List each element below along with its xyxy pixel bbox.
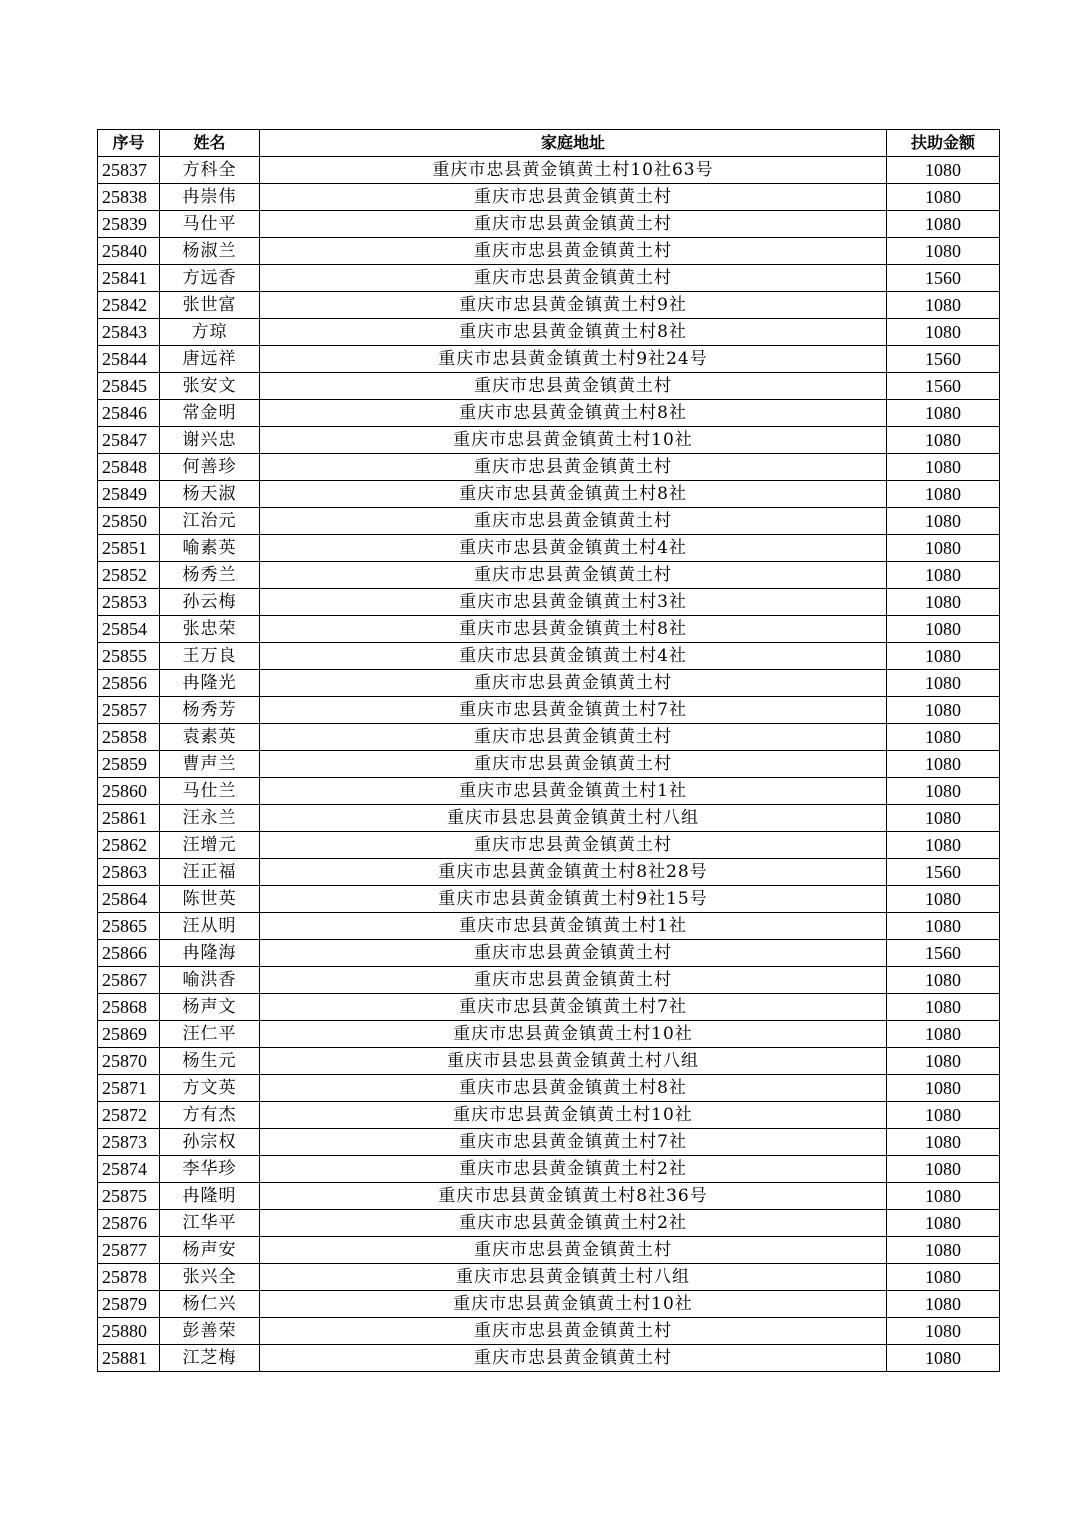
table-row (98, 859, 1000, 886)
cell-name: 李华珍 (160, 1156, 260, 1183)
cell-name: 谢兴忠 (160, 427, 260, 454)
table-row (98, 724, 1000, 751)
cell-amount: 1080 (887, 1048, 1000, 1075)
table-body (98, 157, 1000, 1372)
cell-address: 重庆市忠县黄金镇黄土村4社 (260, 535, 887, 562)
cell-amount: 1560 (887, 346, 1000, 373)
cell-name: 彭善荣 (160, 1318, 260, 1345)
cell-seq: 25874 (98, 1156, 160, 1183)
cell-address: 重庆市忠县黄金镇黄土村 (260, 1345, 887, 1372)
table-row (98, 805, 1000, 832)
cell-amount: 1080 (887, 535, 1000, 562)
cell-seq: 25862 (98, 832, 160, 859)
cell-address: 重庆市忠县黄金镇黄土村八组 (260, 1264, 887, 1291)
cell-address: 重庆市忠县黄金镇黄土村 (260, 373, 887, 400)
table-row (98, 184, 1000, 211)
cell-seq: 25849 (98, 481, 160, 508)
table-row (98, 1183, 1000, 1210)
cell-name: 冉崇伟 (160, 184, 260, 211)
cell-name: 方琼 (160, 319, 260, 346)
cell-name: 江芝梅 (160, 1345, 260, 1372)
cell-seq: 25837 (98, 157, 160, 184)
cell-seq: 25861 (98, 805, 160, 832)
cell-address: 重庆市忠县黄金镇黄土村 (260, 454, 887, 481)
cell-address: 重庆市忠县黄金镇黄土村4社 (260, 643, 887, 670)
cell-name: 冉隆光 (160, 670, 260, 697)
cell-address: 重庆市忠县黄金镇黄土村2社 (260, 1210, 887, 1237)
table-row (98, 1318, 1000, 1345)
cell-seq: 25857 (98, 697, 160, 724)
cell-amount: 1080 (887, 1210, 1000, 1237)
cell-seq: 25840 (98, 238, 160, 265)
table-row (98, 940, 1000, 967)
cell-seq: 25839 (98, 211, 160, 238)
cell-name: 冉隆明 (160, 1183, 260, 1210)
table-row (98, 1345, 1000, 1372)
cell-address: 重庆市忠县黄金镇黄土村8社 (260, 319, 887, 346)
cell-seq: 25868 (98, 994, 160, 1021)
cell-name: 王万良 (160, 643, 260, 670)
cell-name: 杨秀兰 (160, 562, 260, 589)
table-row (98, 697, 1000, 724)
cell-address: 重庆市忠县黄金镇黄土村 (260, 940, 887, 967)
cell-amount: 1080 (887, 1264, 1000, 1291)
cell-seq: 25876 (98, 1210, 160, 1237)
cell-amount: 1560 (887, 859, 1000, 886)
cell-address: 重庆市忠县黄金镇黄土村 (260, 211, 887, 238)
table-row (98, 292, 1000, 319)
header-address: 家庭地址 (260, 130, 887, 157)
cell-seq: 25877 (98, 1237, 160, 1264)
cell-address: 重庆市忠县黄金镇黄土村 (260, 751, 887, 778)
cell-address: 重庆市县忠县黄金镇黄土村八组 (260, 805, 887, 832)
cell-name: 孙云梅 (160, 589, 260, 616)
cell-name: 汪仁平 (160, 1021, 260, 1048)
cell-name: 马仕平 (160, 211, 260, 238)
table-row (98, 265, 1000, 292)
cell-amount: 1080 (887, 724, 1000, 751)
table-row (98, 1237, 1000, 1264)
cell-name: 孙宗权 (160, 1129, 260, 1156)
cell-seq: 25852 (98, 562, 160, 589)
cell-seq: 25869 (98, 1021, 160, 1048)
cell-address: 重庆市忠县黄金镇黄土村3社 (260, 589, 887, 616)
table-row (98, 1048, 1000, 1075)
table-row (98, 508, 1000, 535)
table-row (98, 1156, 1000, 1183)
cell-amount: 1080 (887, 616, 1000, 643)
cell-address: 重庆市忠县黄金镇黄土村9社15号 (260, 886, 887, 913)
cell-address: 重庆市忠县黄金镇黄土村 (260, 724, 887, 751)
table-row (98, 1210, 1000, 1237)
cell-seq: 25847 (98, 427, 160, 454)
cell-name: 陈世英 (160, 886, 260, 913)
cell-address: 重庆市忠县黄金镇黄土村9社24号 (260, 346, 887, 373)
cell-amount: 1080 (887, 1183, 1000, 1210)
cell-amount: 1080 (887, 697, 1000, 724)
cell-name: 杨声安 (160, 1237, 260, 1264)
cell-name: 张安文 (160, 373, 260, 400)
cell-address: 重庆市忠县黄金镇黄土村 (260, 967, 887, 994)
table-row (98, 211, 1000, 238)
cell-seq: 25873 (98, 1129, 160, 1156)
cell-seq: 25851 (98, 535, 160, 562)
cell-name: 汪增元 (160, 832, 260, 859)
cell-seq: 25860 (98, 778, 160, 805)
table-row (98, 1021, 1000, 1048)
cell-seq: 25850 (98, 508, 160, 535)
cell-amount: 1080 (887, 1129, 1000, 1156)
cell-seq: 25841 (98, 265, 160, 292)
cell-amount: 1080 (887, 832, 1000, 859)
cell-amount: 1080 (887, 1021, 1000, 1048)
cell-name: 唐远祥 (160, 346, 260, 373)
cell-address: 重庆市忠县黄金镇黄土村9社 (260, 292, 887, 319)
cell-name: 杨秀芳 (160, 697, 260, 724)
cell-amount: 1080 (887, 670, 1000, 697)
header-name: 姓名 (160, 130, 260, 157)
cell-amount: 1080 (887, 292, 1000, 319)
cell-seq: 25845 (98, 373, 160, 400)
cell-name: 袁素英 (160, 724, 260, 751)
table-row (98, 670, 1000, 697)
cell-address: 重庆市忠县黄金镇黄土村8社 (260, 481, 887, 508)
cell-seq: 25872 (98, 1102, 160, 1129)
cell-name: 汪从明 (160, 913, 260, 940)
cell-address: 重庆市忠县黄金镇黄土村8社 (260, 1075, 887, 1102)
cell-name: 杨天淑 (160, 481, 260, 508)
table-row (98, 1102, 1000, 1129)
header-row (98, 130, 1000, 157)
table-row (98, 832, 1000, 859)
cell-address: 重庆市忠县黄金镇黄土村7社 (260, 697, 887, 724)
cell-address: 重庆市忠县黄金镇黄土村8社 (260, 400, 887, 427)
cell-amount: 1080 (887, 1345, 1000, 1372)
cell-name: 喻洪香 (160, 967, 260, 994)
cell-seq: 25866 (98, 940, 160, 967)
cell-amount: 1080 (887, 238, 1000, 265)
cell-name: 冉隆海 (160, 940, 260, 967)
cell-amount: 1080 (887, 751, 1000, 778)
cell-seq: 25855 (98, 643, 160, 670)
cell-address: 重庆市县忠县黄金镇黄土村八组 (260, 1048, 887, 1075)
cell-name: 杨仁兴 (160, 1291, 260, 1318)
table-row (98, 1129, 1000, 1156)
cell-amount: 1080 (887, 562, 1000, 589)
cell-name: 张忠荣 (160, 616, 260, 643)
cell-address: 重庆市忠县黄金镇黄土村8社28号 (260, 859, 887, 886)
cell-amount: 1080 (887, 967, 1000, 994)
cell-seq: 25842 (98, 292, 160, 319)
cell-name: 杨淑兰 (160, 238, 260, 265)
cell-address: 重庆市忠县黄金镇黄土村 (260, 508, 887, 535)
cell-amount: 1080 (887, 886, 1000, 913)
table-row (98, 967, 1000, 994)
cell-name: 杨声文 (160, 994, 260, 1021)
cell-name: 常金明 (160, 400, 260, 427)
cell-address: 重庆市忠县黄金镇黄土村10社 (260, 1102, 887, 1129)
table-row (98, 157, 1000, 184)
header-seq: 序号 (98, 130, 160, 157)
cell-amount: 1080 (887, 1156, 1000, 1183)
table-row (98, 1264, 1000, 1291)
assistance-table (97, 129, 1000, 1372)
cell-seq: 25856 (98, 670, 160, 697)
table-row (98, 427, 1000, 454)
cell-amount: 1080 (887, 589, 1000, 616)
cell-amount: 1080 (887, 1237, 1000, 1264)
cell-address: 重庆市忠县黄金镇黄土村8社 (260, 616, 887, 643)
cell-address: 重庆市忠县黄金镇黄土村 (260, 184, 887, 211)
cell-amount: 1080 (887, 454, 1000, 481)
table-row (98, 589, 1000, 616)
cell-address: 重庆市忠县黄金镇黄土村7社 (260, 994, 887, 1021)
cell-name: 江治元 (160, 508, 260, 535)
cell-address: 重庆市忠县黄金镇黄土村 (260, 832, 887, 859)
cell-address: 重庆市忠县黄金镇黄土村7社 (260, 1129, 887, 1156)
cell-seq: 25879 (98, 1291, 160, 1318)
cell-seq: 25843 (98, 319, 160, 346)
cell-address: 重庆市忠县黄金镇黄土村10社 (260, 1291, 887, 1318)
table-row (98, 913, 1000, 940)
table-row (98, 1075, 1000, 1102)
cell-address: 重庆市忠县黄金镇黄土村 (260, 670, 887, 697)
table-row (98, 994, 1000, 1021)
cell-address: 重庆市忠县黄金镇黄土村2社 (260, 1156, 887, 1183)
cell-address: 重庆市忠县黄金镇黄土村 (260, 1237, 887, 1264)
cell-name: 杨生元 (160, 1048, 260, 1075)
cell-seq: 25863 (98, 859, 160, 886)
cell-seq: 25859 (98, 751, 160, 778)
table-row (98, 643, 1000, 670)
cell-amount: 1560 (887, 940, 1000, 967)
table-row (98, 454, 1000, 481)
cell-seq: 25853 (98, 589, 160, 616)
cell-amount: 1080 (887, 913, 1000, 940)
cell-seq: 25864 (98, 886, 160, 913)
cell-seq: 25875 (98, 1183, 160, 1210)
cell-name: 方科全 (160, 157, 260, 184)
cell-seq: 25848 (98, 454, 160, 481)
cell-name: 江华平 (160, 1210, 260, 1237)
cell-amount: 1080 (887, 994, 1000, 1021)
cell-amount: 1560 (887, 265, 1000, 292)
cell-name: 曹声兰 (160, 751, 260, 778)
table-row (98, 778, 1000, 805)
cell-address: 重庆市忠县黄金镇黄土村 (260, 562, 887, 589)
cell-address: 重庆市忠县黄金镇黄土村1社 (260, 913, 887, 940)
cell-name: 喻素英 (160, 535, 260, 562)
cell-name: 汪永兰 (160, 805, 260, 832)
cell-seq: 25870 (98, 1048, 160, 1075)
cell-amount: 1080 (887, 211, 1000, 238)
cell-address: 重庆市忠县黄金镇黄土村10社 (260, 1021, 887, 1048)
cell-amount: 1080 (887, 778, 1000, 805)
table-row (98, 1291, 1000, 1318)
cell-seq: 25880 (98, 1318, 160, 1345)
cell-amount: 1080 (887, 1075, 1000, 1102)
cell-amount: 1080 (887, 319, 1000, 346)
cell-name: 马仕兰 (160, 778, 260, 805)
cell-seq: 25844 (98, 346, 160, 373)
cell-seq: 25838 (98, 184, 160, 211)
cell-seq: 25867 (98, 967, 160, 994)
cell-amount: 1080 (887, 1318, 1000, 1345)
cell-address: 重庆市忠县黄金镇黄土村10社 (260, 427, 887, 454)
table-row (98, 562, 1000, 589)
cell-name: 何善珍 (160, 454, 260, 481)
cell-amount: 1080 (887, 508, 1000, 535)
cell-amount: 1080 (887, 157, 1000, 184)
cell-address: 重庆市忠县黄金镇黄土村8社36号 (260, 1183, 887, 1210)
cell-amount: 1080 (887, 1102, 1000, 1129)
cell-amount: 1080 (887, 643, 1000, 670)
table-row (98, 481, 1000, 508)
cell-seq: 25881 (98, 1345, 160, 1372)
cell-name: 张世富 (160, 292, 260, 319)
cell-address: 重庆市忠县黄金镇黄土村 (260, 238, 887, 265)
table-row (98, 346, 1000, 373)
cell-amount: 1080 (887, 481, 1000, 508)
cell-amount: 1080 (887, 184, 1000, 211)
cell-name: 张兴全 (160, 1264, 260, 1291)
cell-name: 汪正福 (160, 859, 260, 886)
table-row (98, 616, 1000, 643)
cell-seq: 25858 (98, 724, 160, 751)
table-row (98, 319, 1000, 346)
cell-address: 重庆市忠县黄金镇黄土村10社63号 (260, 157, 887, 184)
table-row (98, 886, 1000, 913)
cell-amount: 1080 (887, 805, 1000, 832)
cell-amount: 1560 (887, 373, 1000, 400)
table-row (98, 535, 1000, 562)
cell-address: 重庆市忠县黄金镇黄土村 (260, 1318, 887, 1345)
table-row (98, 751, 1000, 778)
cell-name: 方有杰 (160, 1102, 260, 1129)
cell-amount: 1080 (887, 427, 1000, 454)
cell-seq: 25878 (98, 1264, 160, 1291)
cell-name: 方文英 (160, 1075, 260, 1102)
cell-seq: 25854 (98, 616, 160, 643)
cell-seq: 25871 (98, 1075, 160, 1102)
cell-seq: 25846 (98, 400, 160, 427)
table-header (98, 130, 1000, 157)
cell-amount: 1080 (887, 400, 1000, 427)
header-amount: 扶助金额 (887, 130, 1000, 157)
cell-address: 重庆市忠县黄金镇黄土村 (260, 265, 887, 292)
cell-address: 重庆市忠县黄金镇黄土村1社 (260, 778, 887, 805)
cell-name: 方远香 (160, 265, 260, 292)
table-row (98, 238, 1000, 265)
cell-amount: 1080 (887, 1291, 1000, 1318)
table-row (98, 373, 1000, 400)
table-row (98, 400, 1000, 427)
cell-seq: 25865 (98, 913, 160, 940)
